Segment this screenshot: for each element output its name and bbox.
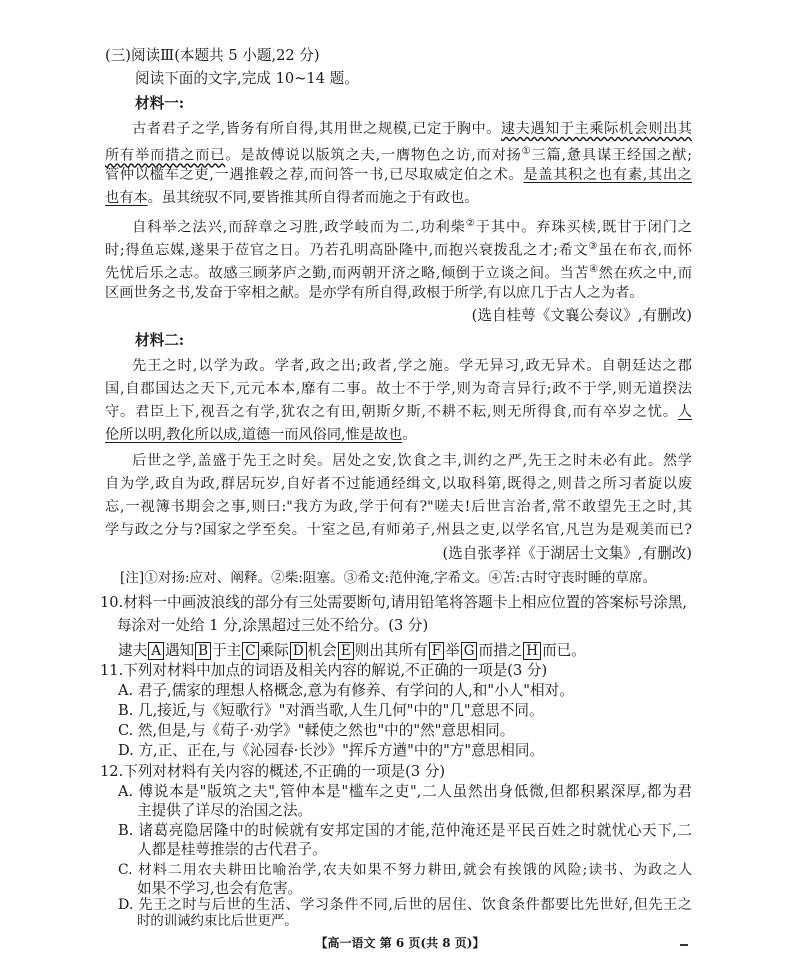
material1-p2-line3: 先忧后乐之志。故感三顾茅庐之勤,而两朝开济之略,倾倒于立谈之间。当苫④然在疚之中,而 (105, 264, 693, 282)
material2-p2-line2: 自为学,政自为政,群居玩岁,自好者不过能通经缉文,以取科第,既得之,则昔之所习者旋以废 (105, 476, 692, 492)
corner-mark (680, 944, 688, 946)
material1-p2-line2: 时;得鱼忘媒,遂果于莅官之日。乃若孔明高卧隆中,而抱兴衰拨乱之才;希文③虽在布衣,而怀 (105, 241, 692, 259)
material1-p2-line4: 区画世务之书,发奋于宰相之献。是亦学有所自得,政根于所学,有以庶几于古人之为者。 (105, 285, 644, 301)
wavy-underline-passage: 逮夫遇知于主乘际机会则出其 (500, 121, 692, 137)
q11-option-b[interactable]: B. 几,接近,与《短歌行》"对酒当歌,人生几何"中的"几"意思不同。 (118, 702, 544, 719)
material2-heading: 材料二: (135, 332, 185, 349)
material1-p1-line1: 古者君子之学,皆务有所自得,其用世之规模,已定于胸中。逮夫遇知于主乘际机会则出其 (132, 121, 692, 137)
q12-option-b[interactable]: B. 诸葛亮隐居隆中的时候就有安邦定国的才能,范仲淹还是平民百姓之时就忧心天下,二 (118, 822, 692, 839)
option-box-a[interactable]: A (148, 642, 164, 660)
material2-p2-line1: 后世之学,盖盛于先王之时矣。居处之安,饮食之丰,训约之严,先王之时未必有此。然学 (132, 453, 692, 469)
material1-p1-line3: 管仲以槛车之吏,一遇推毂之荐,而问答一书,已尽取威定伯之术。是盖其积之也有素,其出之 (105, 167, 692, 183)
q12-option-c-cont: 如果不学习,也会有危害。 (137, 880, 303, 897)
material2-p1-line3: 守。君臣上下,视吾之有学,犹农之有田,朝斯夕斯,不耕不耘,则无所得食,而有卒岁之忧。人 (105, 404, 692, 420)
q11-stem: 11.下列对材料中加点的词语及相关内容的解说,不正确的一项是(3 分) (100, 662, 548, 679)
material1-source: (选自桂萼《文襄公奏议》,有删改) (471, 307, 692, 324)
option-box-e[interactable]: E (338, 642, 354, 660)
option-box-d[interactable]: D (290, 642, 307, 660)
straight-underline-passage: 是盖其积之也有素,其出之 (523, 167, 692, 183)
q12-stem: 12.下列对材料有关内容的概述,不正确的一项是(3 分) (100, 763, 446, 780)
material2-p1-line4: 伦所以明,教化所以成,道德一而风俗同,惟是故也。 (105, 427, 417, 443)
q12-option-c[interactable]: C. 材料二用农夫耕田比喻治学,农夫如果不努力耕田,就会有挨饿的风险;读书、为政之人 (118, 862, 692, 878)
material1-p1-line4: 也有本。虽其统驭不同,要皆推其所自得者而施之于有政也。 (105, 190, 479, 206)
q12-option-a-cont: 主提供了详尽的治国之法。 (137, 802, 313, 819)
q12-option-d-cont: 时的训诫约束比后世更严。 (137, 914, 298, 929)
option-box-h[interactable]: H (523, 642, 541, 660)
material2-p2-line4: 学与政之分与?国家之学至矣。十室之邑,有师弟子,州县之吏,以学名官,凡岂为是观美而已? (105, 522, 692, 538)
q12-option-a[interactable]: A. 傅说本是"版筑之夫",管仲本是"槛车之吏",二人虽然出身低微,但都积累深厚,都为君 (118, 783, 692, 800)
option-box-b[interactable]: B (195, 642, 211, 660)
material2-source: (选自张孝祥《于湖居士文集》,有删改) (442, 545, 692, 562)
q12-option-b-cont: 人都是桂萼推崇的古代君子。 (137, 841, 327, 858)
option-box-g[interactable]: G (461, 642, 478, 660)
section-instruction: 阅读下面的文字,完成 10~14 题。 (135, 70, 359, 87)
material2-p1-line1: 先王之时,以学为政。学者,政之出;政者,学之施。学无异习,政无异术。自朝廷达之郡 (132, 358, 692, 374)
q11-option-d[interactable]: D. 方,正、正在,与《沁园春·长沙》"挥斥方遒"中的"方"意思相同。 (118, 742, 545, 759)
option-box-c[interactable]: C (242, 642, 258, 660)
material2-p2-line3: 忘,一视簿书期会之事,则曰:"我方为政,学于何有?"嗟夫!后世言治者,常不敢望先王之时,其 (105, 499, 692, 515)
q12-option-d[interactable]: D. 先王之时与后世的生活、学习条件不同,后世的居住、饮食条件都要比先世好,但先王之 (118, 897, 692, 913)
q10-stem-line1: 10.材料一中画波浪线的部分有三处需要断句,请用铅笔将答题卡上相应位置的答案标号涂黑, (100, 594, 688, 611)
q10-sentence: 逮夫 A 遇知 B 于主 C 乘际 D 机会 E 则出其所有 F 举 G 而措之 H 而已。 (118, 642, 586, 659)
section-title: (三)阅读Ⅲ(本题共 5 小题,22 分) (105, 47, 320, 64)
option-box-f[interactable]: F (429, 642, 444, 660)
material1-heading: 材料一: (135, 95, 185, 112)
q11-option-c[interactable]: C. 然,但是,与《荀子·劝学》"輮使之然也"中的"然"意思相同。 (118, 722, 515, 739)
q11-option-a[interactable]: A. 君子,儒家的理想人格概念,意为有修养、有学问的人,和"小人"相对。 (118, 682, 574, 699)
material1-p2-line1: 自科举之法兴,而辞章之习胜,政学岐而为二,功利柴②于其中。弃珠买椟,既甘于闭门之 (132, 218, 693, 236)
q10-stem-line2: 每涂对一处给 1 分,涂黑超过三处不给分。(3 分) (117, 617, 429, 634)
material2-p1-line2: 国,自郡国达之天下,元元本本,靡有二事。故士不于学,则为奇言异行;政不于学,则无道揆法 (105, 381, 692, 397)
annotation-notes: [注]①对扬:应对、阐释。②柴:阻塞。③希文:范仲淹,字希文。④苫:古时守丧时睡的草席。 (120, 570, 657, 586)
material1-p1-line2: 所有举而措之而已。是故傅说以版筑之夫,一膺物色之访,而对扬①三篇,惫具谋王经国之猷; (105, 146, 692, 164)
page-footer: 【高一语文 第 6 页(共 8 页)】 (315, 936, 485, 950)
